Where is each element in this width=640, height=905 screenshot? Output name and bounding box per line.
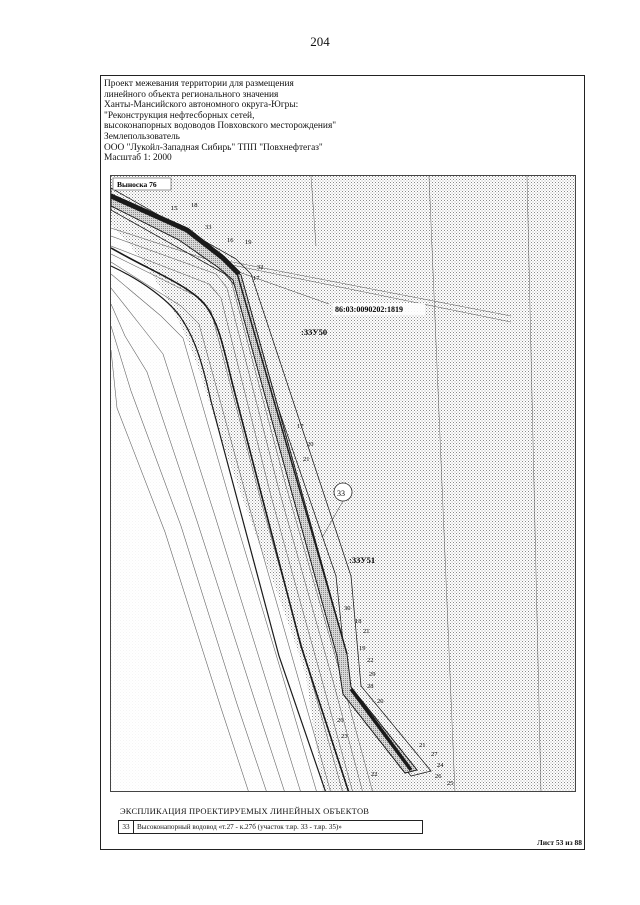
vertex-label: 26 [435,773,442,780]
header-line: Ханты-Мансийского автономного округа-Югры: [104,100,299,111]
vertex-label: 27 [431,751,438,758]
vertex-label: 17 [253,275,260,282]
header-line: "Реконструкция нефтесборных сетей, [104,110,255,121]
vertex-label: 20 [307,441,314,448]
parcel-label: :33У51 [349,555,376,565]
object-marker-label: 33 [337,489,345,498]
inset-label: Выноска 76 [117,180,157,189]
vertex-label: 19 [359,645,366,652]
parcel-label: :33У50 [301,327,328,337]
header-line: ООО "Лукойл-Западная Сибирь" ТПП "Повхнефтегаз" [104,142,323,153]
vertex-label: 21 [303,456,310,463]
vertex-label: 30 [344,605,351,612]
map-frame[interactable] [110,175,576,792]
page-number: 204 [310,34,330,49]
vertex-label: 24 [437,762,444,769]
vertex-label: 23 [341,733,348,740]
vertex-label: 28 [367,683,374,690]
legend-title: ЭКСПЛИКАЦИЯ ПРОЕКТИРУЕМЫХ ЛИНЕЙНЫХ ОБЪЕКТОВ [120,806,370,816]
cadastral-number: 86:03:0090202:1819 [335,305,403,314]
vertex-label: 21 [419,742,426,749]
vertex-label: 16 [227,237,234,244]
vertex-label: 21 [363,628,370,635]
map-canvas [111,176,576,792]
vertex-label: 18 [191,202,198,209]
legend-row [118,820,423,834]
vertex-label: 20 [377,698,384,705]
sheet-counter: Лист 53 из 88 [537,838,582,847]
header-line: линейного объекта регионального значения [104,89,279,100]
vertex-label: 32 [257,264,264,271]
legend-row-number: 33 [119,821,134,833]
vertex-label: 26 [337,717,344,724]
legend-row-description: Высоконапорный водовод «т.27 - к.27б (участок т.вр. 33 - т.вр. 35)» [137,823,342,831]
header-line: высоконапорных водоводов Повховского месторождения" [104,121,337,132]
project-header [104,79,464,164]
vertex-label: 22 [371,771,378,778]
header-line: Проект межевания территории для размещения [104,79,294,89]
vertex-label: 19 [245,239,252,246]
header-line: Масштаб 1: 2000 [104,153,172,164]
vertex-label: 29 [369,671,376,678]
vertex-label: 15 [171,205,178,212]
vertex-label: 25 [447,780,454,787]
vertex-label: 33 [205,224,212,231]
vertex-label: 18 [355,618,362,625]
vertex-label: 22 [367,657,374,664]
vertex-label: 17 [297,423,304,430]
header-line: Землепользователь [104,131,180,142]
